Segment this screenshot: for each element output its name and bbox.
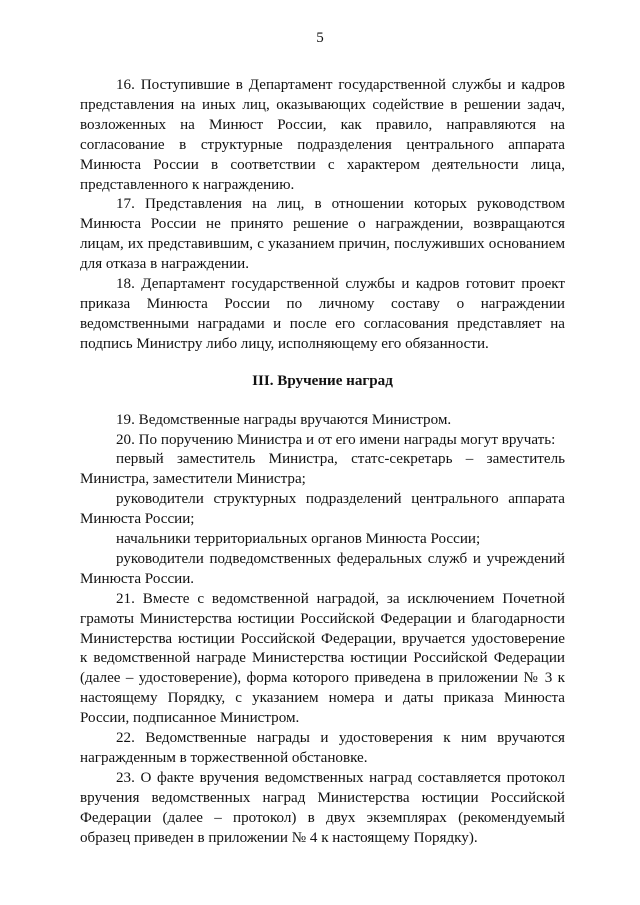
paragraph-19: 19. Ведомственные награды вручаются Министром.: [116, 411, 452, 428]
paragraph-23: 23. О факте вручения ведомственных наград составляется протокол вручения ведомственных наград Министерства юстиции Российской Федерации (далее – протокол) в двух экземплярах (рекомендуемый образец приведен в приложении № 4 к настоящему Порядку).: [80, 769, 565, 846]
paragraph-21: 21. Вместе с ведомственной наградой, за исключением Почетной грамоты Министерства юстиции Российской Федерации и благодарности Министерства юстиции Российской Федерации, вручается удостоверение к ведомственной награде Министерства юстиции Российской Федерации (далее – удостоверение), форма которого приведена в приложении № 3 к настоящему Порядку, с указанием номера и даты приказа Минюста России, подписанное Министром.: [80, 590, 565, 727]
list-item-department-heads: руководители структурных подразделений центрального аппарата Минюста России;: [80, 491, 565, 528]
list-item-first-deputy: первый заместитель Министра, статс-секретарь – заместитель Министра, заместители Министра;: [80, 451, 565, 488]
paragraph-17: 17. Представления на лиц, в отношении которых руководством Минюста России не принято решение о награждении, возвращаются лицам, их представившим, с указанием причин, послуживших основанием для отказа в награждении.: [80, 196, 565, 273]
paragraph-22: 22. Ведомственные награды и удостоверения к ним вручаются награжденным в торжественной обстановке.: [80, 730, 565, 766]
paragraph-16: 16. Поступившие в Департамент государственной службы и кадров представления на иных лиц, оказывающих содействие в решении задач, возложенных на Минюст России, как правило, направляются на согласование в структурные подразделения центрального аппарата Минюста России в соответствии с характером деятельности лица, представленного к награждению.: [80, 77, 565, 193]
paragraph-20: 20. По поручению Министра и от его имени награды могут вручать:: [116, 431, 556, 448]
paragraph-18: 18. Департамент государственной службы и кадров готовит проект приказа Минюста России по личному составу о награждении ведомственными наградами и после его согласования представляет на подпись Министру либо лицу, исполняющему его обязанности.: [80, 276, 565, 352]
list-item-service-heads: руководители подведомственных федеральных служб и учреждений Минюста России.: [80, 550, 565, 587]
list-item-territorial-heads: начальники территориальных органов Минюста России;: [116, 531, 481, 548]
document-body: [80, 76, 565, 849]
page-number: 5: [316, 30, 324, 46]
section-title: III. Вручение наград: [252, 372, 393, 389]
